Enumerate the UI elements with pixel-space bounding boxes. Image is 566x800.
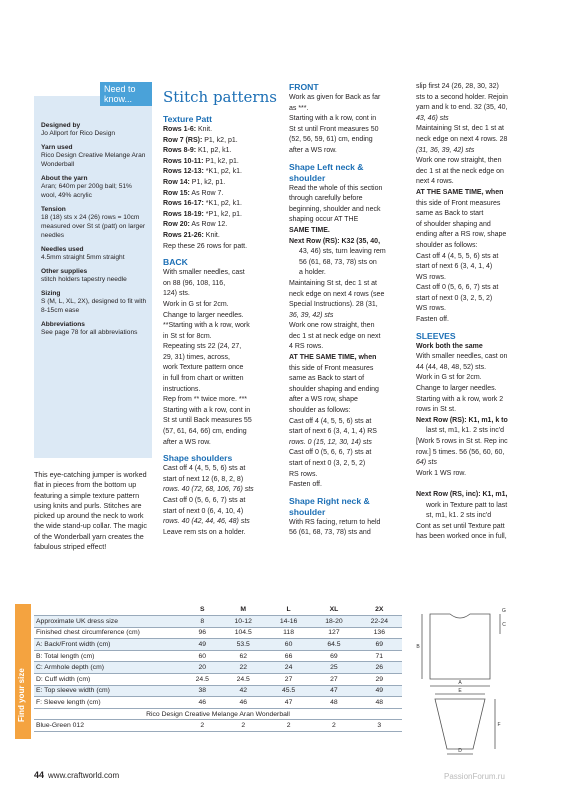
left-neck-line: rows. 0 (15, 12, 30, 14) sts bbox=[289, 438, 372, 446]
size-header-row bbox=[34, 604, 402, 616]
stitch-row-text: P1, k2, p1. bbox=[203, 157, 239, 165]
left-neck-line: RS rows. bbox=[289, 470, 318, 478]
left-neck-line: shaping occur AT THE bbox=[289, 216, 359, 224]
size-cell: 8 bbox=[184, 616, 221, 628]
yarn-cell: 2 bbox=[266, 720, 311, 732]
size-cell: 27 bbox=[311, 674, 356, 686]
info-value: Rico Design Creative Melange Aran Wonderball bbox=[41, 152, 146, 168]
info-label: Abbreviations bbox=[41, 321, 85, 328]
col4-line: Fasten off. bbox=[416, 316, 449, 324]
page-number: 44 bbox=[34, 770, 45, 780]
stitch-row-text: Knit. bbox=[196, 126, 213, 133]
info-value: S (M, L, XL, 2X), designed to fit with 8-15cm ease bbox=[41, 298, 147, 314]
sleeve-line: Work 1 WS row. bbox=[416, 469, 467, 477]
left-neck-line: 4 RS rows. bbox=[289, 343, 324, 351]
stitch-row-label: Rows 18-19: bbox=[163, 210, 204, 218]
shoulder-line: rows. 40 (42, 44, 46, 48) sts bbox=[163, 518, 250, 526]
col4-line: yarn and k to end. 32 (35, 40, bbox=[416, 104, 508, 112]
yarn-header: Rico Design Creative Melange Aran Wonderball bbox=[34, 708, 402, 720]
info-label: Needles used bbox=[41, 246, 84, 253]
left-neck-line: same as Back to start of bbox=[289, 375, 365, 383]
col4-line: dec 1 st at the neck edge on bbox=[416, 167, 504, 175]
left-neck-line: shoulder as follows: bbox=[289, 407, 351, 415]
left-neck-line: start of next 6 (3, 4, 1, 4) RS bbox=[289, 428, 377, 436]
stitch-row-label: Rows 21-26: bbox=[163, 231, 204, 239]
back-line: after a WS row. bbox=[163, 438, 211, 446]
find-your-size-tab bbox=[15, 604, 31, 739]
stitch-repeat: Rep these 26 rows for patt. bbox=[163, 242, 248, 250]
back-line: Starting with a k row, cont in bbox=[163, 406, 251, 414]
label-c: C bbox=[502, 622, 506, 628]
col4-line: Cast off 0 (5, 6, 6, 7) sts at bbox=[416, 284, 499, 292]
label-g: G bbox=[502, 608, 506, 614]
front-line: St st until Front measures 50 bbox=[289, 125, 379, 133]
yarn-cell: 2 bbox=[311, 720, 356, 732]
size-cell: 25 bbox=[311, 662, 356, 674]
left-neck-line: a holder. bbox=[299, 269, 326, 277]
size-row-label: C: Armhole depth (cm) bbox=[34, 662, 184, 674]
left-neck-line: 43, 46) sts, turn leaving rem bbox=[299, 248, 386, 256]
stitch-row-text: Knit. bbox=[203, 231, 220, 239]
size-cell: 104.5 bbox=[221, 627, 266, 639]
size-cell: 24.5 bbox=[221, 674, 266, 686]
size-cell: 18-20 bbox=[311, 616, 356, 628]
stitch-row-label: Rows 12-13: bbox=[163, 168, 204, 176]
size-cell: 42 bbox=[221, 685, 266, 697]
column-stitch-back bbox=[163, 114, 281, 538]
size-row-label: D: Cuff width (cm) bbox=[34, 674, 184, 686]
stitch-row-label: Rows 8-9: bbox=[163, 147, 197, 155]
size-row-label: Approximate UK dress size bbox=[34, 616, 184, 628]
back-line: Repeating sts 22 (24, 27, bbox=[163, 343, 242, 351]
right-neck-line: With RS facing, return to held bbox=[289, 518, 381, 526]
texture-heading: Texture Patt bbox=[163, 114, 213, 124]
size-cell: 38 bbox=[184, 685, 221, 697]
need-to-know-tab: Need to know... bbox=[100, 82, 152, 106]
back-line: St st until Back measures 55 bbox=[163, 417, 252, 425]
col4-line: slip first 24 (26, 28, 30, 32) bbox=[416, 83, 499, 90]
left-neck-line: Fasten off. bbox=[289, 481, 322, 489]
sleeve-line: 44 (44, 48, 48, 52) sts. bbox=[416, 363, 487, 371]
stitch-row-label: Row 15: bbox=[163, 189, 190, 197]
shoulder-line: Cast off 0 (5, 6, 6, 7) sts at bbox=[163, 497, 246, 504]
stitch-row-label: Rows 10-11: bbox=[163, 157, 204, 165]
front-line: (52, 56, 59, 61) cm, ending bbox=[289, 136, 373, 144]
info-value: 18 (18) sts x 24 (26) rows = 10cm measured over St st (patt) on larger needles bbox=[41, 214, 146, 239]
col4-line: start of next 6 (3, 4, 1, 4) bbox=[416, 263, 493, 271]
size-cell: 22 bbox=[221, 662, 266, 674]
col4-line: Cast off 4 (4, 5, 5, 6) sts at bbox=[416, 252, 499, 260]
col4-line: WS rows. bbox=[416, 273, 446, 281]
col4-line: shoulder as follows: bbox=[416, 241, 478, 249]
size-cell: 22-24 bbox=[357, 616, 402, 628]
sleeve-line: Next Row (RS, inc): K1, m1, bbox=[416, 490, 508, 498]
stitch-row-text: P1, k2, p1. bbox=[202, 136, 238, 144]
sleeve-line: has been worked once in full, bbox=[416, 533, 507, 541]
back-line: work Texture pattern once bbox=[163, 364, 244, 372]
stitch-row bbox=[163, 146, 281, 157]
col4-line: ending after a RS row, shape bbox=[416, 231, 507, 239]
size-header: M bbox=[221, 604, 266, 616]
size-row-label: A: Back/Front width (cm) bbox=[34, 639, 184, 651]
size-row bbox=[34, 650, 402, 662]
stitch-row bbox=[163, 210, 281, 221]
watermark: PassionForum.ru bbox=[444, 772, 505, 781]
yarn-cell: 2 bbox=[184, 720, 221, 732]
col4-line: this side of Front measures bbox=[416, 199, 501, 207]
info-value: 4.5mm straight 5mm straight bbox=[41, 254, 125, 261]
size-cell: 60 bbox=[184, 650, 221, 662]
info-label: About the yarn bbox=[41, 175, 88, 182]
shoulder-line: rows. 40 (72, 68, 106, 76) sts bbox=[163, 486, 254, 494]
column-front bbox=[289, 82, 411, 539]
info-value: Aran; 640m per 200g ball; 51% wool, 49% acrylic bbox=[41, 183, 132, 199]
size-cell: 20 bbox=[184, 662, 221, 674]
sleeve-line: work in Texture patt to last bbox=[426, 501, 508, 509]
garment-diagram bbox=[410, 604, 550, 756]
left-neck-line: this side of Front measures bbox=[289, 364, 374, 372]
stitch-row bbox=[163, 125, 281, 136]
size-row-label: B: Total length (cm) bbox=[34, 650, 184, 662]
left-neck-line: 56 (61, 68, 73, 78) sts on bbox=[299, 258, 377, 266]
sleeve-line: rows in St st. bbox=[416, 406, 457, 414]
left-neck-line: dec 1 st at neck edge on next bbox=[289, 332, 381, 340]
size-row bbox=[34, 674, 402, 686]
size-cell: 118 bbox=[266, 627, 311, 639]
col4-line: WS rows. bbox=[416, 305, 446, 313]
size-header: 2X bbox=[357, 604, 402, 616]
yarn-cell: 3 bbox=[357, 720, 402, 732]
back-line: in full from chart or written bbox=[163, 375, 244, 383]
size-cell: 48 bbox=[311, 697, 356, 709]
sleeve-line: 64) sts bbox=[416, 459, 438, 467]
left-neck-line: AT THE SAME TIME, when bbox=[289, 354, 377, 362]
left-neck-line: Work one row straight, then bbox=[289, 322, 375, 330]
col4-line: Maintaining St st, dec 1 st at bbox=[416, 125, 504, 133]
size-cell: 66 bbox=[266, 650, 311, 662]
info-label: Sizing bbox=[41, 290, 61, 297]
left-neck-line: Read the whole of this section bbox=[289, 184, 383, 192]
left-neck-line: start of next 0 (3, 2, 5, 2) bbox=[289, 460, 366, 467]
size-cell: 45.5 bbox=[266, 685, 311, 697]
stitch-row-text: K1, p2, k1. bbox=[196, 147, 232, 155]
left-neck-line: Cast off 4 (4, 5, 5, 6) sts at bbox=[289, 417, 372, 425]
back-line: Rep from ** twice more. *** bbox=[163, 396, 248, 404]
sleeve-line: Change to larger needles. bbox=[416, 385, 497, 393]
front-line: Starting with a k row, cont in bbox=[289, 115, 377, 123]
col4-line: start of next 0 (3, 2, 5, 2) bbox=[416, 294, 493, 302]
sleeve-line: Cont as set until Texture patt bbox=[416, 522, 505, 530]
col4-line: neck edge on next 4 rows. 28 bbox=[416, 135, 508, 143]
back-heading: BACK bbox=[163, 257, 188, 268]
size-cell: 62 bbox=[221, 650, 266, 662]
left-neck-line: shoulder shaping and ending bbox=[289, 385, 379, 393]
stitch-row-label: Rows 16-17: bbox=[163, 200, 204, 208]
front-line: as ***. bbox=[289, 104, 309, 112]
sleeves-subheading: Work both the same bbox=[416, 342, 483, 350]
stitch-row-label: Row 20: bbox=[163, 221, 190, 229]
size-cell: 69 bbox=[357, 639, 402, 651]
info-label: Designed by bbox=[41, 122, 81, 129]
size-cell: 48 bbox=[357, 697, 402, 709]
yarn-row-label: Blue-Green 012 bbox=[34, 720, 184, 732]
stitch-patterns-title: Stitch patterns bbox=[163, 88, 277, 106]
size-cell: 27 bbox=[266, 674, 311, 686]
size-cell: 29 bbox=[357, 674, 402, 686]
size-cell: 24.5 bbox=[184, 674, 221, 686]
back-line: in St st for 8cm. bbox=[163, 332, 212, 340]
size-cell: 26 bbox=[357, 662, 402, 674]
stitch-row bbox=[163, 189, 281, 200]
sleeve-line: row.] 5 times. 56 (56, 60, 60, bbox=[416, 448, 505, 456]
back-line: 124) sts. bbox=[163, 290, 190, 298]
size-cell: 71 bbox=[357, 650, 402, 662]
stitch-row-text: As Row 7. bbox=[189, 189, 224, 197]
left-neck-line: through carefully before bbox=[289, 195, 363, 203]
size-row bbox=[34, 685, 402, 697]
size-cell: 24 bbox=[266, 662, 311, 674]
right-neck-heading: Shape Right neck & shoulder bbox=[289, 495, 370, 517]
size-cell: 47 bbox=[311, 685, 356, 697]
left-neck-line: neck edge on next 4 rows (see bbox=[289, 290, 385, 298]
left-neck-line: beginning, shoulder and neck bbox=[289, 205, 381, 213]
shoulder-line: Cast off 4 (4, 5, 5, 6) sts at bbox=[163, 465, 246, 473]
left-neck-line: Next Row (RS): K32 (35, 40, bbox=[289, 237, 381, 245]
left-neck-line: Maintaining St st, dec 1 st at bbox=[289, 279, 377, 287]
sleeve-line: Work in G st for 2cm. bbox=[416, 374, 482, 382]
page-footer bbox=[34, 770, 119, 780]
left-neck-line: after a WS row, shape bbox=[289, 396, 358, 404]
sleeve-line bbox=[416, 479, 556, 490]
size-cell: 136 bbox=[357, 627, 402, 639]
col4-line: 43, 46) sts bbox=[416, 114, 449, 122]
size-header: S bbox=[184, 604, 221, 616]
label-b: B bbox=[416, 644, 420, 650]
sleeve-line: [Work 5 rows in St st. Rep inc bbox=[416, 438, 508, 445]
size-cell: 96 bbox=[184, 627, 221, 639]
stitch-row-text: *K1, p2, k1. bbox=[203, 168, 242, 176]
size-cell: 46 bbox=[221, 697, 266, 709]
left-neck-line: 36, 39, 42) sts bbox=[289, 311, 334, 319]
yarn-row bbox=[34, 720, 402, 732]
sleeves-heading: SLEEVES bbox=[416, 330, 456, 341]
shoulders-heading: Shape shoulders bbox=[163, 453, 233, 464]
stitch-row-text: P1, k2, p1. bbox=[189, 178, 226, 186]
back-line: instructions. bbox=[163, 385, 201, 393]
stitch-row bbox=[163, 231, 281, 242]
need-to-know-box bbox=[34, 96, 152, 458]
info-value: Jo Allport for Rico Design bbox=[41, 130, 116, 137]
sleeve-line: Next Row (RS): K1, m1, k to bbox=[416, 416, 508, 424]
sleeve-line: last st, m1, k1. 2 sts inc'd bbox=[426, 427, 504, 435]
back-line: **Starting with a k row, work bbox=[163, 322, 250, 330]
stitch-row bbox=[163, 199, 281, 210]
label-d: D bbox=[458, 748, 462, 754]
size-row bbox=[34, 639, 402, 651]
info-value: stitch holders tapestry needle bbox=[41, 276, 127, 283]
stitch-row bbox=[163, 178, 281, 189]
front-heading: FRONT bbox=[289, 82, 319, 92]
size-cell: 64.5 bbox=[311, 639, 356, 651]
yarn-header-row bbox=[34, 708, 402, 720]
stitch-row-text: *P1, k2, p1. bbox=[203, 210, 242, 218]
left-neck-line: Special Instructions). 28 (31, bbox=[289, 301, 378, 309]
body-outline bbox=[430, 614, 490, 679]
shoulder-line: Leave rem sts on a holder. bbox=[163, 528, 246, 536]
info-label: Other supplies bbox=[41, 268, 88, 275]
left-neck-heading: Shape Left neck & shoulder bbox=[289, 161, 364, 183]
col4-line: AT THE SAME TIME, when bbox=[416, 188, 504, 196]
col4-line: sts to a second holder. Rejoin bbox=[416, 93, 508, 101]
col4-line: of shoulder shaping and bbox=[416, 220, 491, 228]
sleeve-outline bbox=[435, 699, 485, 749]
right-neck-line: 56 (61, 68, 73, 78) sts and bbox=[289, 529, 371, 537]
sleeve-line: With smaller needles, cast on bbox=[416, 353, 508, 361]
size-cell: 46 bbox=[184, 697, 221, 709]
shoulder-line: start of next 0 (6, 4, 10, 4) bbox=[163, 507, 244, 515]
col4-line: next 4 rows. bbox=[416, 178, 454, 186]
size-cell: 10-12 bbox=[221, 616, 266, 628]
label-a: A bbox=[458, 680, 462, 686]
back-line: Change to larger needles. bbox=[163, 311, 244, 319]
stitch-row bbox=[163, 220, 281, 231]
size-cell: 49 bbox=[184, 639, 221, 651]
stitch-row bbox=[163, 136, 281, 147]
stitch-row-text: As Row 12. bbox=[189, 221, 228, 229]
size-cell: 14-16 bbox=[266, 616, 311, 628]
find-your-size-label: Find your size bbox=[17, 668, 26, 722]
shoulder-line: start of next 12 (6, 8, 2, 8) bbox=[163, 475, 244, 483]
front-line: Work as given for Back as far bbox=[289, 94, 381, 101]
size-cell: 49 bbox=[357, 685, 402, 697]
stitch-row-label: Rows 1-6: bbox=[163, 126, 197, 133]
column-sleeves bbox=[416, 82, 556, 543]
size-row-label: Finished chest circumference (cm) bbox=[34, 627, 184, 639]
col4-line: same as Back to start bbox=[416, 210, 484, 218]
size-cell: 47 bbox=[266, 697, 311, 709]
size-row-label: F: Sleeve length (cm) bbox=[34, 697, 184, 709]
size-header: L bbox=[266, 604, 311, 616]
front-line: after a WS row. bbox=[289, 146, 337, 154]
size-row bbox=[34, 697, 402, 709]
size-row-label: E: Top sleeve width (cm) bbox=[34, 685, 184, 697]
info-label: Yarn used bbox=[41, 144, 73, 151]
stitch-row bbox=[163, 157, 281, 168]
size-cell: 69 bbox=[311, 650, 356, 662]
left-neck-line: SAME TIME. bbox=[289, 226, 330, 234]
sleeve-line: Starting with a k row, work 2 bbox=[416, 395, 504, 403]
size-header: XL bbox=[311, 604, 356, 616]
yarn-cell: 2 bbox=[221, 720, 266, 732]
size-row bbox=[34, 627, 402, 639]
info-value: See page 78 for all abbreviations bbox=[41, 329, 138, 336]
size-row bbox=[34, 616, 402, 628]
back-line: With smaller needles, cast bbox=[163, 269, 245, 277]
size-row bbox=[34, 662, 402, 674]
stitch-row-text: *K1, p2, k1. bbox=[203, 200, 242, 208]
site-url: www.craftworld.com bbox=[48, 771, 120, 780]
back-line: (57, 61, 64, 66) cm, ending bbox=[163, 428, 247, 436]
back-line: 29, 31) times, across, bbox=[163, 353, 230, 361]
stitch-row-label: Row 14: bbox=[163, 178, 190, 186]
size-header bbox=[34, 604, 184, 616]
back-line: on 88 (96, 108, 116, bbox=[163, 279, 226, 287]
stitch-row-label: Row 7 (RS): bbox=[163, 136, 203, 144]
label-f: F bbox=[497, 722, 501, 728]
sleeve-line: st, m1, k1. 2 sts inc'd bbox=[426, 512, 492, 520]
info-label: Tension bbox=[41, 206, 66, 213]
back-line: Work in G st for 2cm. bbox=[163, 300, 229, 308]
size-cell: 127 bbox=[311, 627, 356, 639]
left-neck-line: Cast off 0 (5, 6, 6, 7) sts at bbox=[289, 449, 372, 457]
stitch-row bbox=[163, 167, 281, 178]
size-cell: 53.5 bbox=[221, 639, 266, 651]
size-table bbox=[34, 604, 402, 732]
label-e: E bbox=[458, 688, 462, 694]
col4-line: Work one row straight, then bbox=[416, 157, 502, 165]
size-cell: 60 bbox=[266, 639, 311, 651]
col4-line: (31, 36, 39, 42) sts bbox=[416, 146, 475, 154]
intro-paragraph: This eye-catching jumper is worked flat in pieces from the bottom up featuring a simple texture pattern using knits and purls. Stitches are picked up around the neck to work the wide stand-up collar. The magic of the Wonderball yarn creates the fabulous striped effect! bbox=[34, 470, 147, 552]
